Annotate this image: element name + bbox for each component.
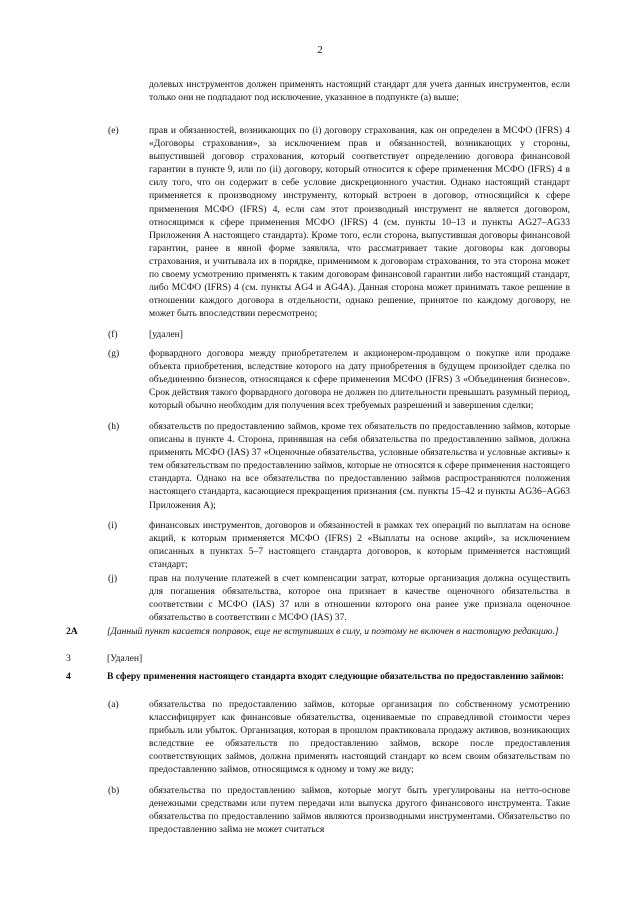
page-number: 2: [317, 44, 323, 56]
paragraph-number: 4: [66, 671, 71, 682]
paragraph-text: [Удален]: [107, 653, 143, 664]
item-text: прав и обязанностей, возникающих по (i) договору страхования, как он определен в МСФО (IFRS) 4 «Договоры страхования», за исключением прав и обязанностей, возникающих у стороны, выпустившей договор страхования, который соответствует определению договора финансовой гарантии в пункте 9, или по (ii) договору, который относится к сфере применения МСФО (IFRS) 4 в силу того, что он содержит в себе условие дискреционного участия. Однако настоящий стандарт применяется к производному инструменту, который встроен в договор, относящийся к сфере применения МСФО (IFRS) 4, если сам этот производный инструмент не является договором, относящимся к сфере применения МСФО (IFRS) 4 (см. пункты 10–13 и пункты AG27–AG33 Приложения А настоящего стандарта). Кроме того, если сторона, выпустившая договоры финансовой гарантии, ранее в явной форме заявляла, что рассматривает такие договоры как договоры страхования, и учитывала их в порядке, применимом к договорам страхования, то эта сторона может по своему усмотрению применять к таким договорам финансовой гарантии либо настоящий стандарт, либо МСФО (IFRS) 4 (см. пункты AG4 и AG4A). Данная сторона может принимать такое решение в отношении каждого договора в отдельности, однако решение, принятое по каждому договору, не может быть впоследствии пересмотрено;: [149, 125, 570, 320]
item-text: [удален]: [149, 329, 183, 340]
item-label: (b): [108, 785, 120, 796]
paragraph-text: В сферу применения настоящего стандарта входят следующие обязательства по предоставлению займов:: [107, 671, 565, 682]
item-label: (f): [108, 329, 118, 340]
item-label: (a): [108, 699, 119, 710]
item-text: обязательств по предоставлению займов, кроме тех обязательств по предоставлению займов, которые описаны в пункте 4. Сторона, принявшая на себя обязательства по предоставлению займов, должна применять МСФО (IAS) 37 «Оценочные обязательства, условные обязательства и условные активы» к тем обязательствам по предоставлению займов, которые не относятся к сфере применения настоящего стандарта. Однако на все обязательства по предоставлению займов распространяются положения настоящего стандарта, касающиеся прекращения признания (см. пункты 15–42 и пункты AG36–AG63 Приложения А);: [149, 421, 570, 511]
item-label: (g): [108, 348, 120, 359]
item-label: (j): [108, 573, 118, 584]
item-text: обязательства по предоставлению займов, которые организация по собственному усмотрению классифицирует как финансовые обязательства, оцениваемые по справедливой стоимости через прибыль или убыток. Организация, которая в прошлом практиковала продажу активов, возникающих вследствие ее обязательств по предоставлению займов, вскоре после предоставления соответствующих займов, должна применять настоящий стандарт ко всем своим обязательствам по предоставлению займов, относящимся к одному и тому же виду;: [149, 699, 570, 776]
item-label: (e): [108, 125, 119, 136]
item-label: (h): [108, 421, 120, 432]
paragraph-text: [Данный пункт касается поправок, еще не вступивших в силу, и поэтому не включен в настоящую редакцию.]: [107, 626, 559, 637]
item-label: (i): [108, 520, 118, 531]
item-text: форвардного договора между приобретателем и акционером-продавцом о покупке или продаже объекта приобретения, вследствие которого на дату приобретения в будущем произойдет сделка по объединению бизнесов, относящаяся к сфере применения МСФО (IFRS) 3 «Объединения бизнесов». Срок действия такого форвардного договора не должен по длительности превышать разумный период, который обычно необходим для получения всех требуемых разрешений и завершения сделки;: [149, 348, 570, 412]
item-text: прав на получение платежей в счет компенсации затрат, которые организация должна осуществить для погашения обязательства, которое она признает в качестве оценочного обязательства в соответствии с МСФО (IAS) 37 или в отношении которого она ранее уже признала оценочное обязательство в соответствии с МСФО (IAS) 37.: [149, 573, 570, 624]
paragraph-number: 2A: [66, 626, 78, 637]
intro-paragraph: долевых инструментов должен применять настоящий стандарт для учета данных инструментов, если только они не подпадают под исключение, указанное в подпункте (a) выше;: [149, 79, 570, 104]
item-text: обязательства по предоставлению займов, которые могут быть урегулированы на нетто-основе денежными средствами или путем передачи или выпуска другого финансового инструмента. Такие обязательства по предоставлению займов являются производными инструментами. Обязательство по предоставлению займа не может считаться: [149, 785, 570, 836]
item-text: финансовых инструментов, договоров и обязанностей в рамках тех операций по выплатам на основе акций, к которым применяется МСФО (IFRS) 2 «Выплаты на основе акций», за исключением описанных в пунктах 5–7 настоящего стандарта договоров, к которым применяется настоящий стандарт;: [149, 520, 570, 571]
paragraph-number: 3: [66, 653, 71, 664]
